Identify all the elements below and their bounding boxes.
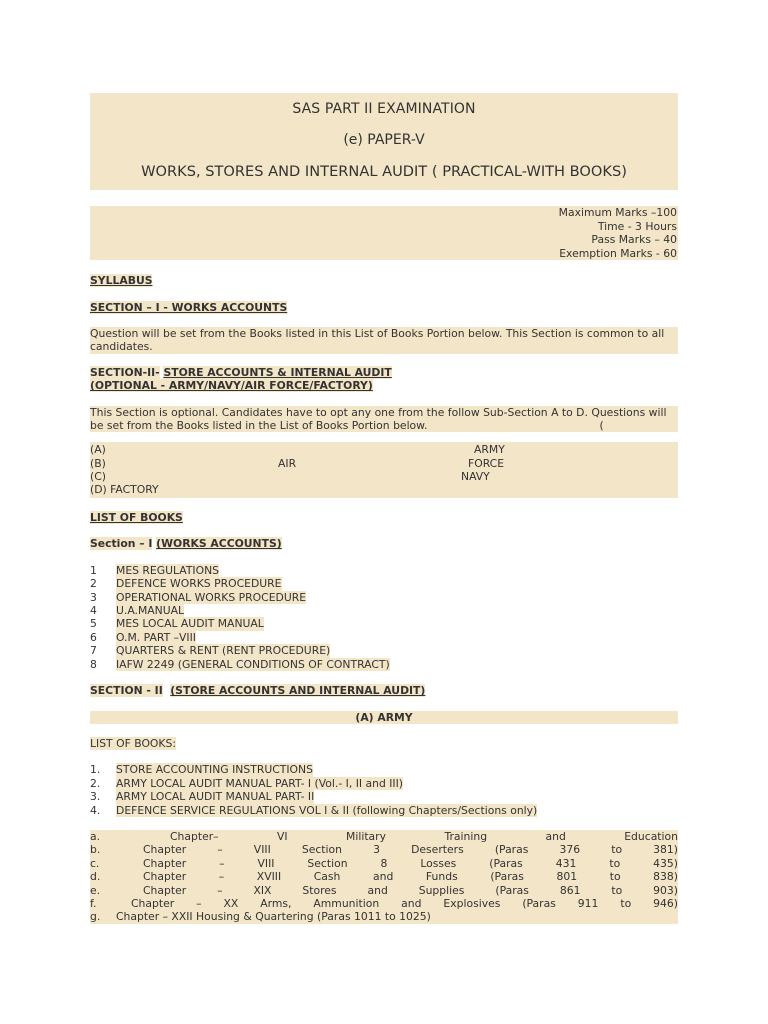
list-item: e. Chapter – XIX Stores and Supplies (Paras 861 to 903) [90,883,678,897]
list-item: c. Chapter – VIII Section 8 Losses (Paras 431 to 435) [90,856,678,870]
list-item: 1 MES REGULATIONS [90,563,220,577]
list-item: b. Chapter – VIII Section 3 Deserters (Paras 376 to 381) [90,843,678,857]
list-item: g. Chapter – XXII Housing & Quartering (Paras 1011 to 1025) [90,910,431,924]
chapters-list [90,830,678,924]
time: Time - 3 Hours [597,219,677,233]
section2-books-list [90,763,678,817]
army-heading: (A) ARMY [90,711,678,725]
list-item: 8 IAFW 2249 (GENERAL CONDITIONS OF CONTRACT) [90,657,390,671]
syllabus-heading: SYLLABUS [90,274,153,287]
section1-books-list [90,564,678,671]
options-block [90,442,678,498]
exam-title: SAS PART II EXAMINATION [292,101,476,117]
list-item: f. Chapter – XX Arms, Ammunition and Explosives (Paras 911 to 946) [90,896,678,910]
paper-title: (e) PAPER-V [343,132,425,148]
list-item: 2 DEFENCE WORKS PROCEDURE [90,577,282,591]
list-item: a. Chapter– VI Military Training and Education [90,829,678,843]
list-item: 2. ARMY LOCAL AUDIT MANUAL PART- I (Vol.- I, II and III) [90,776,404,790]
list-item: 4 U.A.MANUAL [90,603,185,617]
list-of-books-heading: LIST OF BOOKS [90,510,183,524]
exemption-marks: Exemption Marks - 60 [559,246,677,260]
list-of-books-label: LIST OF BOOKS: [90,737,177,750]
section1-heading: SECTION – I - WORKS ACCOUNTS [90,300,288,314]
list-item: 7 QUARTERS & RENT (RENT PROCEDURE) [90,644,331,658]
list-item: 6 O.M. PART –VIII [90,630,196,644]
option-c: (C) NAVY [90,469,490,483]
pass-marks: Pass Marks – 40 [591,233,677,246]
list-item: 3. ARMY LOCAL AUDIT MANUAL PART- II [90,790,315,804]
marks-block [90,206,678,260]
list-item: 3 OPERATIONAL WORKS PROCEDURE [90,590,307,604]
subject-title: WORKS, STORES AND INTERNAL AUDIT ( PRACTICAL-WITH BOOKS) [141,163,627,180]
section2-description: This Section is optional. Candidates have to opt any one from the follow Sub-Section A to D. Questions will be set from the Books listed in the List of Books Portion below. ( [90,406,678,433]
option-b: (B) AIR FORCE [90,456,505,470]
section1-books-heading: Section – I (WORKS ACCOUNTS) [90,537,282,551]
list-item: 5 MES LOCAL AUDIT MANUAL [90,617,264,631]
section1-description: Question will be set from the Books listed in this List of Books Portion below. This Section is common to all candidates. [90,327,678,354]
list-item: 4. DEFENCE SERVICE REGULATIONS VOL I & II (following Chapters/Sections only) [90,803,538,817]
option-a: (A) ARMY [90,443,505,457]
list-item: 1. STORE ACCOUNTING INSTRUCTIONS [90,763,313,777]
title-block [90,93,678,190]
document [90,93,678,924]
option-d: (D) FACTORY [90,483,159,497]
section2-books-heading: SECTION - II (STORE ACCOUNTS AND INTERNAL AUDIT) [90,684,426,697]
max-marks: Maximum Marks –100 [558,206,677,219]
list-item: d. Chapter – XVIII Cash and Funds (Paras 801 to 838) [90,870,678,884]
section2-heading: SECTION-II- STORE ACCOUNTS & INTERNAL AUDIT (OPTIONAL - ARMY/NAVY/AIR FORCE/FACTORY) [90,365,392,393]
